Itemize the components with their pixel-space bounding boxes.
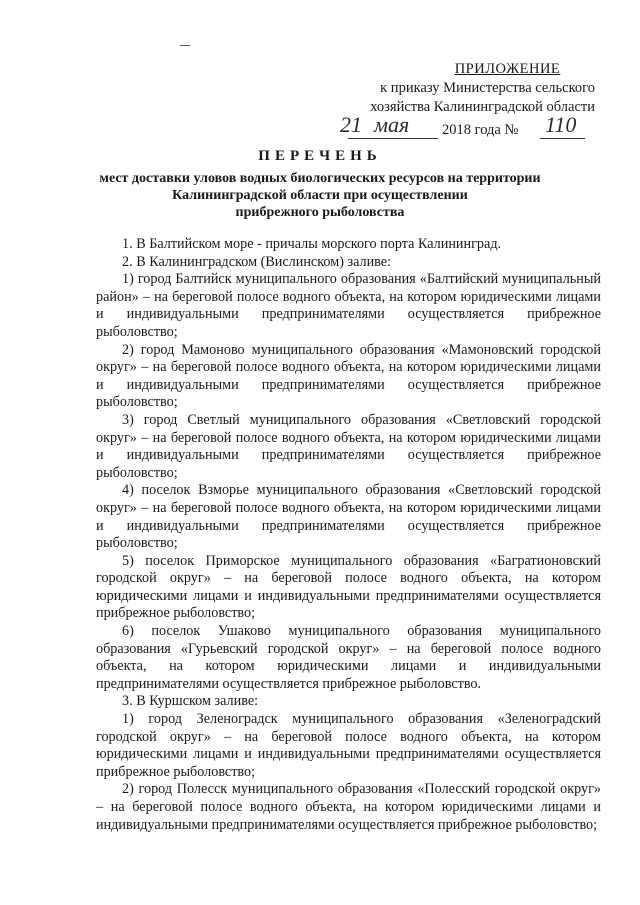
handwritten-number: 110 xyxy=(545,112,577,137)
heading-subtitle-2: Калининградской области при осуществлении xyxy=(172,188,468,203)
list-item: 5) поселок Приморское муниципального образования «Багратионовский городской округ» – на береговой полосе водного объекта, на котором юридическими лицами и индивидуальными предпринимателями осуществляется прибрежное рыболовство; xyxy=(96,552,601,622)
heading-title: ПЕРЕЧЕНЬ xyxy=(258,148,382,164)
document-body xyxy=(96,236,601,834)
list-item: 3) город Светлый муниципального образования «Светловский городской округ» – на береговой полосе водного объекта, на котором юридическими лицами и индивидуальными предпринимателями осуществляется прибрежное рыболовство; xyxy=(96,411,601,481)
handwritten-day: 21 xyxy=(340,112,362,137)
appendix-line-1: к приказу Министерства сельского xyxy=(380,80,595,96)
appendix-block xyxy=(340,60,615,145)
handwritten-month: мая xyxy=(374,112,410,137)
heading-subtitle-3: прибрежного рыболовства xyxy=(235,205,405,220)
number-underline xyxy=(540,138,585,139)
section-3: 3. В Куршском заливе: xyxy=(122,693,259,710)
appendix-title: ПРИЛОЖЕНИЕ xyxy=(454,61,561,77)
date-underline xyxy=(348,138,438,139)
list-item: 6) поселок Ушаково муниципального образования муниципального образования «Гурьевский городской округ» – на береговой полосе водного объекта, на котором юридическими лицами и индивидуальными предпринимателями осуществляется прибрежное рыболовство. xyxy=(96,623,601,692)
appendix-line-2: хозяйства Калининградской области xyxy=(370,99,595,115)
year-text: 2018 года № xyxy=(442,122,519,138)
heading-subtitle-1: мест доставки уловов водных биологических ресурсов на территории xyxy=(99,171,541,186)
section-1: 1. В Балтийском море - причалы морского порта Калининград. xyxy=(122,236,502,252)
list-item: 1) город Зеленоградск муниципального образования «Зеленоградский городской округ» – на береговой полосе водного объекта, на котором юридическими лицами и индивидуальными предпринимателями осуществляется прибрежное рыболовство; xyxy=(96,711,601,780)
list-item: 1) город Балтийск муниципального образования «Балтийский муниципальный район» – на береговой полосе водного объекта, на котором юридическими лицами и индивидуальными предпринимателями осуществляется прибрежное рыболовство; xyxy=(96,271,601,340)
scan-mark xyxy=(180,45,190,46)
section-2: 2. В Калининградском (Вислинском) заливе: xyxy=(122,253,392,270)
list-item: 4) поселок Взморье муниципального образования «Светловский городской округ» – на береговой полосе водного объекта, на котором юридическими лицами и индивидуальными предпринимателями осуществляется прибрежное рыболовство; xyxy=(96,482,601,552)
document-heading xyxy=(95,148,545,221)
list-item: 2) город Полесск муниципального образования «Полесский городской округ» – на береговой полосе водного объекта, на котором юридическими лицами и индивидуальными предпринимателями осуществляется прибрежное рыболовство; xyxy=(96,781,601,833)
appendix-date-line xyxy=(340,112,615,145)
list-item: 2) город Мамоново муниципального образования «Мамоновский городской округ» – на береговой полосе водного объекта, на котором юридическими лицами и индивидуальными предпринимателями осуществляется прибрежное рыболовство; xyxy=(96,341,601,411)
